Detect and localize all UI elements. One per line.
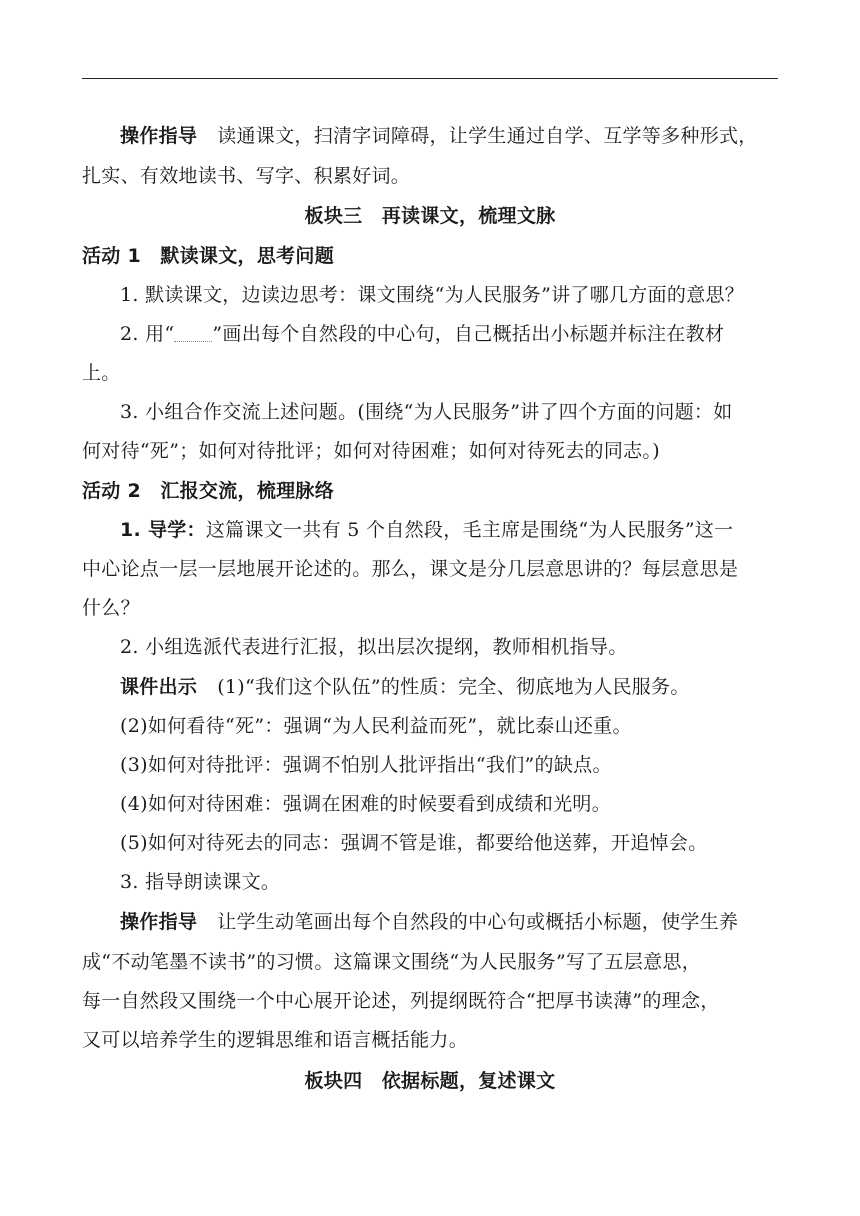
courseware-point: (3)如何对待批评：强调不怕别人批评指出“我们”的缺点。: [120, 754, 612, 776]
question-item: 1. 默读课文，边读边思考：课文围绕“为人民服务”讲了哪几方面的意思？: [120, 284, 745, 306]
question-text-continued: 何对待“死”；如何对待批评；如何对待困难；如何对待死去的同志。): [82, 440, 660, 462]
dotted-underline-sample: [174, 323, 212, 342]
question-text: ”画出每个自然段的中心句，自己概括出小标题并标注在教材: [212, 323, 725, 345]
guide-paragraph-line: [120, 910, 820, 934]
courseware-label: 课件出示: [120, 676, 198, 698]
guide-text: 让学生动笔画出每个自然段的中心句或概括小标题，使学生养: [217, 911, 739, 933]
guide-paragraph-line: [120, 124, 820, 148]
section-heading: 板块三 再读课文，梳理文脉: [304, 205, 556, 227]
activity-heading: 活动 2 汇报交流，梳理脉络: [82, 480, 335, 502]
guided-study-text-continued: 中心论点一层一层地展开论述的。那么，课文是分几层意思讲的？每层意思是: [82, 558, 739, 580]
question-text-continued: 上。: [82, 362, 121, 384]
guide-label: 操作指导: [120, 125, 198, 147]
courseware-point: (2)如何看待“死”：强调“为人民利益而死”，就比泰山还重。: [120, 715, 632, 737]
guide-text-continued: 又可以培养学生的逻辑思维和语言概括能力。: [82, 1029, 469, 1051]
courseware-point: (4)如何对待困难：强调在困难的时候要看到成绩和光明。: [120, 793, 612, 815]
guide-text-continued: 每一自然段又围绕一个中心展开论述，列提纲既符合“把厚书读薄”的理念，: [82, 990, 720, 1012]
guided-study-item: [120, 518, 820, 542]
guided-study-text: 这篇课文一共有 5 个自然段，毛主席是围绕“为人民服务”这一: [205, 519, 734, 541]
guided-study-label: 1. 导学：: [120, 519, 206, 541]
question-text: 2. 用“: [120, 323, 175, 345]
guide-text: 读通课文，扫清字词障碍，让学生通过自学、互学等多种形式，: [217, 125, 758, 147]
guide-text-continued: 扎实、有效地读书、写字、积累好词。: [82, 165, 411, 187]
courseware-text: (1)“我们这个队伍”的性质：完全、彻底地为人民服务。: [217, 676, 690, 698]
section-heading: 板块四 依据标题，复述课文: [304, 1070, 556, 1092]
activity-heading: 活动 1 默读课文，思考问题: [82, 245, 335, 267]
header-rule: [82, 78, 778, 79]
guided-study-text-continued: 什么？: [82, 597, 140, 619]
question-item: 3. 小组合作交流上述问题。(围绕“为人民服务”讲了四个方面的问题：如: [120, 401, 733, 423]
guide-text-continued: 成“不动笔墨不读书”的习惯。这篇课文围绕“为人民服务”写了五层意思，: [82, 951, 702, 973]
question-item: 3. 指导朗读课文。: [120, 871, 281, 893]
courseware-point: (5)如何对待死去的同志：强调不管是谁，都要给他送葬，开追悼会。: [120, 832, 708, 854]
courseware-point: [120, 675, 820, 699]
question-item: [120, 322, 820, 346]
guide-label: 操作指导: [120, 911, 198, 933]
question-item: 2. 小组选派代表进行汇报，拟出层次提纲，教师相机指导。: [120, 636, 628, 658]
